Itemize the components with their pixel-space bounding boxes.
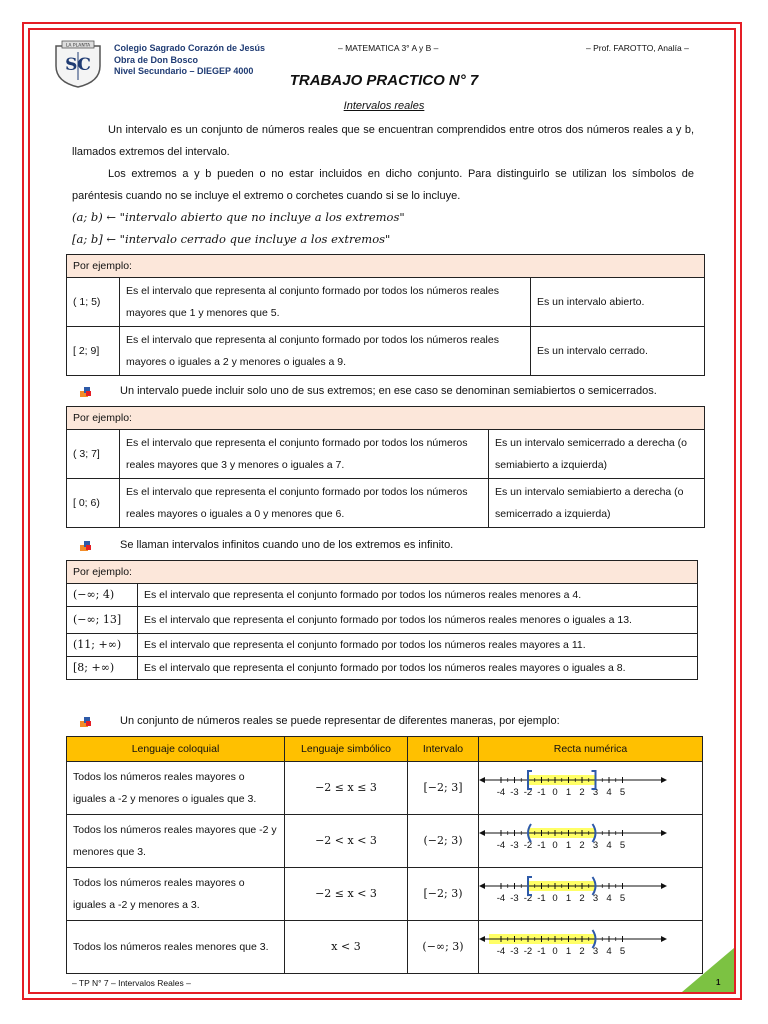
tick-label: 1 (565, 893, 572, 904)
table-row (67, 327, 705, 376)
page-subtitle: Intervalos reales (343, 100, 425, 112)
interval-cell: [ 2; 9] (67, 327, 120, 376)
school-line-1: Colegio Sagrado Corazón de Jesús (114, 43, 266, 53)
coloquial-cell: Todos los números reales menores que 3. (67, 921, 285, 974)
description-cell: Es el intervalo que representa el conjunto formado por todos los números reales mayores o iguales a 8. (138, 657, 698, 680)
simbolico-cell: −2 ≤ x ≤ 3 (285, 762, 408, 815)
table-row (67, 278, 705, 327)
coloquial-cell: Todos los números reales mayores o iguales a -2 y menores o iguales que 3. (67, 762, 285, 815)
number-line (479, 815, 691, 859)
tick-label: -2 (523, 840, 533, 851)
type-cell: Es un intervalo abierto. (531, 278, 705, 327)
representations-table (66, 736, 703, 974)
page-title: TRABAJO PRACTICO N° 7 (289, 72, 479, 89)
tick-label: 2 (579, 893, 585, 904)
tick-label: 2 (579, 946, 585, 957)
tick-label: 3 (592, 840, 599, 851)
number-line-cell (479, 868, 703, 921)
examples-table-2 (66, 406, 705, 528)
col-header-simbolico: Lenguaje simbólico (285, 737, 408, 762)
interval-cell: (11; +∞) (67, 634, 138, 657)
description-cell: Es el intervalo que representa al conjunto formado por todos los números reales mayores o iguales a 2 y menores o iguales a 9. (120, 327, 531, 376)
tick-label: -1 (537, 787, 546, 798)
intervalo-cell: (−∞; 3) (408, 921, 479, 974)
table-row (67, 634, 698, 657)
coloquial-cell: Todos los números reales mayores que -2 y menores que 3. (67, 815, 285, 868)
subject-label: – MATEMATICA 3° A y B – (338, 43, 439, 53)
tick-label: 5 (619, 946, 626, 957)
table-row (67, 921, 703, 974)
description-cell: Es el intervalo que representa el conjunto formado por todos los números reales mayores a 11. (138, 634, 698, 657)
tick-label: -4 (496, 893, 506, 904)
axis-arrow-left (479, 830, 485, 836)
formula-closed-text: "intervalo cerrado que incluye a los extremos" (119, 232, 391, 246)
table2-header: Por ejemplo: (67, 407, 705, 430)
intervalo-cell: (−2; 3) (408, 815, 479, 868)
tick-label: -2 (523, 893, 533, 904)
number-line (479, 762, 691, 806)
interval-cell: [8; +∞) (67, 657, 138, 680)
tick-label: -4 (496, 787, 506, 798)
axis-arrow-right (661, 777, 667, 783)
tick-label: -3 (510, 840, 519, 851)
tick-label: -2 (523, 946, 533, 957)
tick-label: -3 (510, 787, 519, 798)
tick-label: 0 (552, 893, 558, 904)
description-cell: Es el intervalo que representa el conjunto formado por todos los números reales mayores que 3 y menores o iguales a 7. (120, 430, 489, 479)
table-row (67, 584, 698, 607)
page-number: 1 (716, 978, 721, 987)
tick-label: 1 (565, 787, 572, 798)
tick-label: 4 (606, 840, 612, 851)
tick-label: -4 (496, 840, 506, 851)
tick-label: 3 (592, 787, 599, 798)
teacher-label: – Prof. FAROTTO, Analía – (586, 43, 689, 53)
table-row (67, 868, 703, 921)
table-row (67, 607, 698, 634)
number-line (479, 868, 691, 912)
interval-cell: [ 0; 6) (67, 479, 120, 528)
simbolico-cell: −2 ≤ x < 3 (285, 868, 408, 921)
formula-open-symbol: (a; b) ← (72, 210, 117, 224)
tick-label: -3 (510, 893, 519, 904)
number-line (479, 921, 691, 965)
logo-banner: LA PLANTA (65, 43, 91, 49)
description-cell: Es el intervalo que representa al conjunto formado por todos los números reales mayores que 1 y menores que 5. (120, 278, 531, 327)
type-cell: Es un intervalo semiabierto a derecha (o semicerrado a izquierda) (489, 479, 705, 528)
tick-label: 5 (619, 840, 626, 851)
table-row (67, 815, 703, 868)
tick-label: 0 (552, 840, 558, 851)
page-corner-decoration (682, 948, 734, 992)
bullet-icon (80, 716, 92, 727)
number-line-cell (479, 921, 703, 974)
formula-closed-symbol: [a; b] ← (72, 232, 117, 246)
tick-label: -2 (523, 787, 533, 798)
tick-label: 1 (565, 946, 572, 957)
tick-label: 3 (592, 946, 599, 957)
col-header-recta: Recta numérica (479, 737, 703, 762)
axis-arrow-left (479, 883, 485, 889)
bullet-icon (80, 540, 92, 551)
col-header-intervalo: Intervalo (408, 737, 479, 762)
description-cell: Es el intervalo que representa el conjunto formado por todos los números reales mayores o iguales a 0 y menores que 6. (120, 479, 489, 528)
tick-label: -1 (537, 893, 546, 904)
interval-cell: (−∞; 13] (67, 607, 138, 634)
tick-label: 2 (579, 840, 585, 851)
simbolico-cell: x < 3 (285, 921, 408, 974)
formula-open (72, 210, 405, 224)
simbolico-cell: −2 < x < 3 (285, 815, 408, 868)
tick-label: -3 (510, 946, 519, 957)
logo-initials: SC (65, 55, 91, 75)
school-line-3: Nivel Secundario – DIEGEP 4000 (114, 66, 254, 76)
axis-arrow-right (661, 830, 667, 836)
description-cell: Es el intervalo que representa el conjunto formado por todos los números reales menores o iguales a 13. (138, 607, 698, 634)
number-line-cell (479, 762, 703, 815)
formula-closed (72, 232, 390, 246)
coloquial-cell: Todos los números reales mayores o iguales a -2 y menores a 3. (67, 868, 285, 921)
table-row (67, 657, 698, 680)
examples-table-1 (66, 254, 705, 376)
tick-label: 4 (606, 946, 612, 957)
axis-arrow-left (479, 777, 485, 783)
intervalo-cell: [−2; 3] (408, 762, 479, 815)
tick-label: 5 (619, 893, 626, 904)
table-row (67, 762, 703, 815)
bullet-text-1: Un intervalo puede incluir solo uno de sus extremos; en ese caso se denominan semiabiertos o semicerrados. (120, 385, 657, 397)
axis-arrow-left (479, 936, 485, 942)
intervalo-cell: [−2; 3) (408, 868, 479, 921)
intro-paragraph-2: Los extremos a y b pueden o no estar incluidos en dicho conjunto. Para distinguirlo se utilizan los símbolos de paréntesis cuando no se incluye el extremo o corchetes cuando si se lo incluye. (72, 168, 694, 202)
tick-label: -1 (537, 946, 546, 957)
bullet-text-3: Un conjunto de números reales se puede representar de diferentes maneras, por ejemplo: (120, 715, 560, 727)
tick-label: 1 (565, 840, 572, 851)
intro-paragraph-1: Un intervalo es un conjunto de números reales que se encuentran comprendidos entre otros dos números reales a y b, llamados extremos del intervalo. (72, 124, 694, 158)
tick-label: -1 (537, 840, 546, 851)
type-cell: Es un intervalo semicerrado a derecha (o semiabierto a izquierda) (489, 430, 705, 479)
tick-label: 5 (619, 787, 626, 798)
tick-label: 0 (552, 946, 558, 957)
interval-cell: ( 1; 5) (67, 278, 120, 327)
tick-label: 2 (579, 787, 585, 798)
tick-label: -4 (496, 946, 506, 957)
school-line-2: Obra de Don Bosco (114, 54, 199, 65)
table3-header: Por ejemplo: (67, 561, 698, 584)
number-line-cell (479, 815, 703, 868)
tick-label: 0 (552, 787, 558, 798)
axis-arrow-right (661, 883, 667, 889)
formula-open-text: "intervalo abierto que no incluye a los extremos" (119, 210, 405, 224)
tick-label: 4 (606, 893, 612, 904)
footer-text: – TP N° 7 – Intervalos Reales – (72, 978, 191, 988)
bullet-text-2: Se llaman intervalos infinitos cuando uno de los extremos es infinito. (120, 539, 454, 551)
col-header-coloquial: Lenguaje coloquial (67, 737, 285, 762)
interval-cell: (−∞; 4) (67, 584, 138, 607)
examples-table-3 (66, 560, 698, 680)
table1-header: Por ejemplo: (67, 255, 705, 278)
interval-cell: ( 3; 7] (67, 430, 120, 479)
tick-label: 4 (606, 787, 612, 798)
bullet-icon (80, 386, 92, 397)
table-row (67, 479, 705, 528)
table-row (67, 430, 705, 479)
tick-label: 3 (592, 893, 599, 904)
type-cell: Es un intervalo cerrado. (531, 327, 705, 376)
description-cell: Es el intervalo que representa el conjunto formado por todos los números reales menores a 4. (138, 584, 698, 607)
axis-arrow-right (661, 936, 667, 942)
